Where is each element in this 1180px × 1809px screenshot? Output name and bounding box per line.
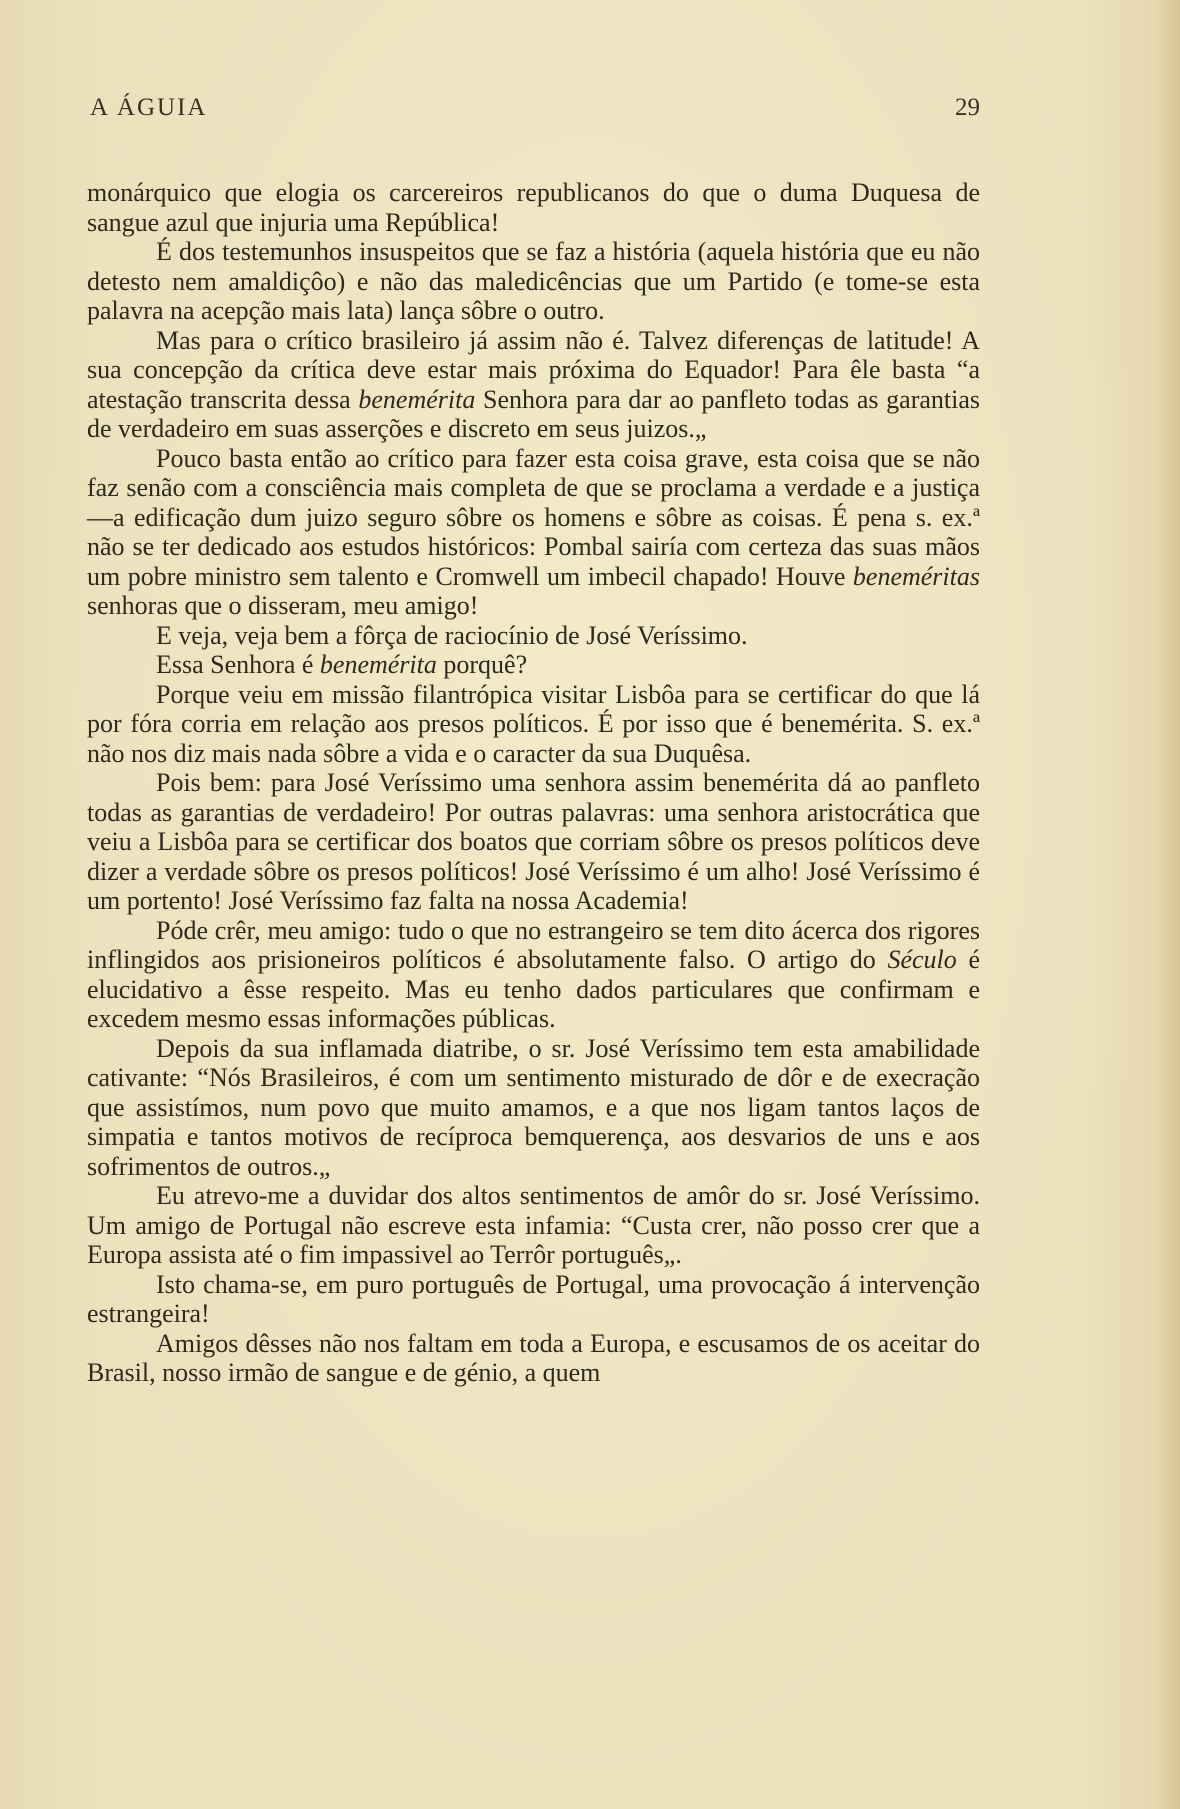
paragraph: E veja, veja bem a fôrça de raciocínio de José Veríssimo.	[156, 620, 748, 650]
paragraph: Porque veiu em missão filantrópica visitar Lisbôa para se certificar do que lá por fóra corria em relação aos presos políticos. É por isso que é benemérita. S. ex.ª não nos diz mais nada sôbre a vida e o caracter da sua Duquêsa.	[87, 679, 980, 768]
paragraph: Essa Senhora é benemérita porquê?	[156, 650, 528, 679]
body-text	[87, 178, 980, 1388]
paragraph: Eu atrevo-me a duvidar dos altos sentimentos de amôr do sr. José Veríssimo. Um amigo de Portugal não escreve esta infamia: “Custa crer, não posso crer que a Europa assista até o fim impassivel ao Terrôr português„.	[87, 1181, 980, 1269]
page-number: 29	[955, 94, 980, 121]
italic-term: beneméritas	[852, 561, 980, 591]
paragraph: Depois da sua inflamada diatribe, o sr. José Veríssimo tem esta amabilidade cativante: “Nós Brasileiros, é com um sentimento misturado de dôr e de execração que assistímos, num povo que muito amamos, e a que nos ligam tantos laços de simpatia e tantos motivos de recíproca bemquerença, aos desvarios de uns e aos sofrimentos de outros.„	[87, 1033, 980, 1181]
paragraph: monárquico que elogia os carcereiros republicanos do que o duma Duquesa de sangue azul que injuria uma República!	[87, 178, 980, 237]
running-title: A ÁGUIA	[90, 94, 208, 121]
paragraph: É dos testemunhos insuspeitos que se faz a história (aquela história que eu não detesto nem amaldiçôo) e não das maledicências que um Partido (e tome-se esta palavra na acepção mais lata) lança sôbre o outro.	[87, 237, 980, 325]
paragraph: Mas para o crítico brasileiro já assim não é. Talvez diferenças de latitude! A sua concepção da crítica deve estar mais próxima do Equador! Para êle basta “a atestação transcrita dessa benemérita Senhora para dar ao panfleto todas as garantias de verdadeiro em suas asserções e discreto em seus juizos.„	[87, 325, 981, 443]
paragraph: Amigos dêsses não nos faltam em toda a Europa, e escusamos de os aceitar do Brasil, nosso irmão de sangue e de génio, a quem	[87, 1328, 980, 1387]
italic-term: benemérita	[319, 650, 437, 679]
italic-term: Século	[887, 945, 957, 974]
paragraph: Isto chama-se, em puro português de Portugal, uma provocação á intervenção estrangeira!	[87, 1269, 980, 1328]
italic-term: benemérita	[358, 384, 476, 414]
paragraph: Póde crêr, meu amigo: tudo o que no estrangeiro se tem dito ácerca dos rigores inflingidos aos prisioneiros políticos é absolutamente falso. O artigo do Século é elucidativo a êsse respeito. Mas eu tenho dados particulares que confirmam e excedem mesmo essas informações públicas.	[87, 915, 980, 1033]
paragraph: Pois bem: para José Veríssimo uma senhora assim benemérita dá ao panfleto todas as garantias de verdadeiro! Por outras palavras: uma senhora aristocrática que veiu a Lisbôa para se certificar dos boatos que corriam sôbre os presos políticos deve dizer a verdade sôbre os presos políticos! José Veríssimo é um alho! José Veríssimo é um portento! José Veríssimo faz falta na nossa Academia!	[87, 768, 980, 915]
page-edge-shadow	[1156, 0, 1180, 1809]
page-header	[90, 94, 980, 122]
paragraph: Pouco basta então ao crítico para fazer esta coisa grave, esta coisa que se não faz senão com a consciência mais completa de que se proclama a verdade e a justiça—a edificação dum juizo seguro sôbre os homens e sôbre as coisas. É pena s. ex.ª não se ter dedicado aos estudos históricos: Pombal sairía com certeza das suas mãos um pobre ministro sem talento e Cromwell um imbecil chapado! Houve beneméritas senhoras que o disseram, meu amigo!	[87, 443, 980, 620]
